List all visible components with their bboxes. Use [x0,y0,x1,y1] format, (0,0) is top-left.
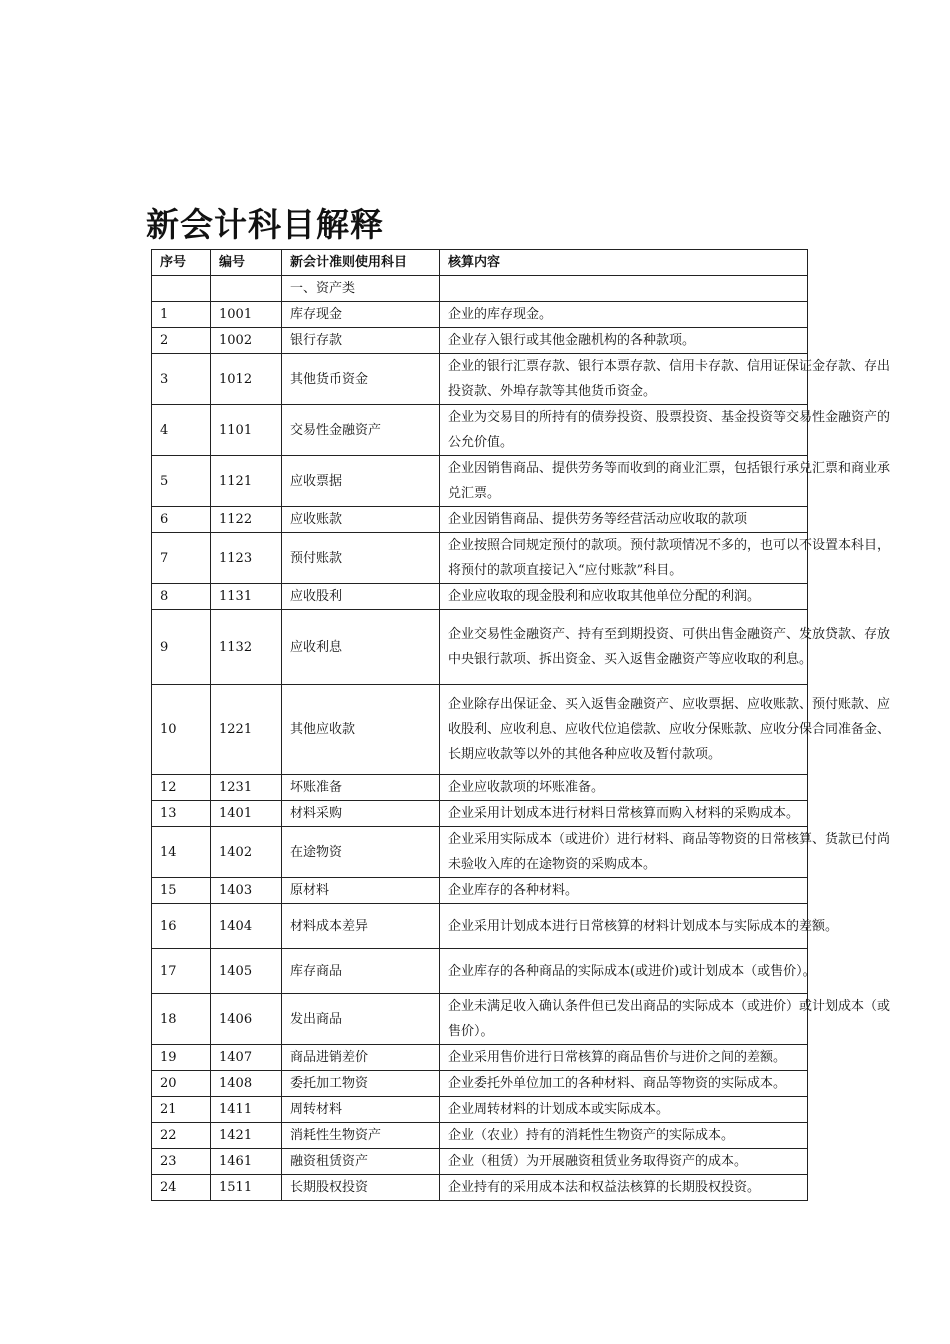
account-description: 企业因销售商品、提供劳务等而收到的商业汇票，包括银行承兑汇票和商业承兑汇票。 [440,456,808,507]
account-description: 企业采用实际成本（或进价）进行材料、商品等物资的日常核算、货款已付尚未验收入库的在途物资的采购成本。 [440,827,808,878]
account-code: 1402 [211,827,282,878]
account-description: 企业的银行汇票存款、银行本票存款、信用卡存款、信用证保证金存款、存出投资款、外埠存款等其他货币资金。 [440,354,808,405]
account-name: 应收利息 [282,610,440,685]
account-name: 融资租赁资产 [282,1149,440,1175]
account-description: 企业采用计划成本进行日常核算的材料计划成本与实际成本的差额。 [440,904,808,949]
account-description: 企业库存的各种商品的实际成本(或进价)或计划成本（或售价）。 [440,949,808,994]
account-name: 交易性金融资产 [282,405,440,456]
account-code: 1121 [211,456,282,507]
table-row [152,949,808,994]
header-no: 序号 [152,250,211,276]
table-row [152,904,808,949]
table-row [152,878,808,904]
table-row [152,1123,808,1149]
table-row [152,354,808,405]
row-number: 12 [152,775,211,801]
account-code: 1407 [211,1045,282,1071]
account-code: 1405 [211,949,282,994]
account-description: 企业持有的采用成本法和权益法核算的长期股权投资。 [440,1175,808,1201]
table-row [152,1045,808,1071]
row-number: 14 [152,827,211,878]
account-description: 企业为交易目的所持有的债券投资、股票投资、基金投资等交易性金融资产的公允价值。 [440,405,808,456]
account-name: 材料成本差异 [282,904,440,949]
account-description: 企业因销售商品、提供劳务等经营活动应收取的款项 [440,507,808,533]
account-code: 1012 [211,354,282,405]
row-number: 19 [152,1045,211,1071]
row-number: 22 [152,1123,211,1149]
table-header-row [152,250,808,276]
account-code: 1231 [211,775,282,801]
account-code: 1421 [211,1123,282,1149]
account-description: 企业周转材料的计划成本或实际成本。 [440,1097,808,1123]
header-code: 编号 [211,250,282,276]
account-code: 1002 [211,328,282,354]
account-name: 消耗性生物资产 [282,1123,440,1149]
account-name: 商品进销差价 [282,1045,440,1071]
account-name: 坏账准备 [282,775,440,801]
table-row [152,1071,808,1097]
account-code: 1406 [211,994,282,1045]
account-description: 企业的库存现金。 [440,302,808,328]
table-row [152,302,808,328]
table-row [152,533,808,584]
account-code: 1123 [211,533,282,584]
account-description: 企业（租赁）为开展融资租赁业务取得资产的成本。 [440,1149,808,1175]
account-name: 应收股利 [282,584,440,610]
table-row [152,775,808,801]
row-number: 6 [152,507,211,533]
account-description: 企业采用售价进行日常核算的商品售价与进价之间的差额。 [440,1045,808,1071]
account-name: 银行存款 [282,328,440,354]
account-code: 1511 [211,1175,282,1201]
table-row [152,1097,808,1123]
row-number: 15 [152,878,211,904]
account-name: 发出商品 [282,994,440,1045]
account-name: 原材料 [282,878,440,904]
row-number: 3 [152,354,211,405]
table-row [152,1149,808,1175]
table-row [152,827,808,878]
table-row [152,328,808,354]
account-description: 企业交易性金融资产、持有至到期投资、可供出售金融资产、发放贷款、存放中央银行款项、拆出资金、买入返售金融资产等应收取的利息。 [440,610,808,685]
row-number: 4 [152,405,211,456]
account-name: 库存商品 [282,949,440,994]
table-row [152,456,808,507]
account-code: 1403 [211,878,282,904]
account-description: 企业存入银行或其他金融机构的各种款项。 [440,328,808,354]
account-code: 1461 [211,1149,282,1175]
account-code: 1401 [211,801,282,827]
table-row [152,507,808,533]
row-number: 10 [152,685,211,775]
account-code: 1001 [211,302,282,328]
account-code: 1132 [211,610,282,685]
page-title: 新会计科目解释 [146,205,384,244]
section-label: 一、资产类 [282,276,440,302]
account-code: 1101 [211,405,282,456]
row-number: 16 [152,904,211,949]
row-number: 7 [152,533,211,584]
row-number: 23 [152,1149,211,1175]
row-number: 24 [152,1175,211,1201]
account-name: 应收票据 [282,456,440,507]
account-name: 其他应收款 [282,685,440,775]
row-number: 17 [152,949,211,994]
header-content: 核算内容 [440,250,808,276]
account-name: 在途物资 [282,827,440,878]
row-number: 21 [152,1097,211,1123]
row-number: 5 [152,456,211,507]
table-row [152,1175,808,1201]
account-code: 1221 [211,685,282,775]
table-row [152,610,808,685]
account-code: 1408 [211,1071,282,1097]
row-number: 18 [152,994,211,1045]
table-row [152,584,808,610]
account-code: 1404 [211,904,282,949]
account-name: 应收账款 [282,507,440,533]
account-description: 企业（农业）持有的消耗性生物资产的实际成本。 [440,1123,808,1149]
header-account: 新会计准则使用科目 [282,250,440,276]
table-row [152,994,808,1045]
account-name: 预付账款 [282,533,440,584]
table-row [152,801,808,827]
account-name: 委托加工物资 [282,1071,440,1097]
account-description: 企业采用计划成本进行材料日常核算而购入材料的采购成本。 [440,801,808,827]
table-row [152,405,808,456]
account-description: 企业委托外单位加工的各种材料、商品等物资的实际成本。 [440,1071,808,1097]
account-code: 1122 [211,507,282,533]
account-code: 1131 [211,584,282,610]
row-number: 1 [152,302,211,328]
row-number: 9 [152,610,211,685]
account-description: 企业除存出保证金、买入返售金融资产、应收票据、应收账款、预付账款、应收股利、应收利息、应收代位追偿款、应收分保账款、应收分保合同准备金、长期应收款等以外的其他各种应收及暂付款项。 [440,685,808,775]
account-name: 其他货币资金 [282,354,440,405]
account-description: 企业库存的各种材料。 [440,878,808,904]
account-name: 长期股权投资 [282,1175,440,1201]
account-description: 企业应收取的现金股利和应收取其他单位分配的利润。 [440,584,808,610]
row-number: 8 [152,584,211,610]
row-number: 2 [152,328,211,354]
account-name: 材料采购 [282,801,440,827]
account-code: 1411 [211,1097,282,1123]
table-row [152,685,808,775]
account-name: 库存现金 [282,302,440,328]
account-description: 企业应收款项的坏账准备。 [440,775,808,801]
row-number: 13 [152,801,211,827]
account-name: 周转材料 [282,1097,440,1123]
section-row [152,276,808,302]
account-description: 企业按照合同规定预付的款项。预付款项情况不多的，也可以不设置本科目，将预付的款项直接记入“应付账款”科目。 [440,533,808,584]
accounts-table [151,249,891,1201]
row-number: 20 [152,1071,211,1097]
account-description: 企业未满足收入确认条件但已发出商品的实际成本（或进价）或计划成本（或售价）。 [440,994,808,1045]
